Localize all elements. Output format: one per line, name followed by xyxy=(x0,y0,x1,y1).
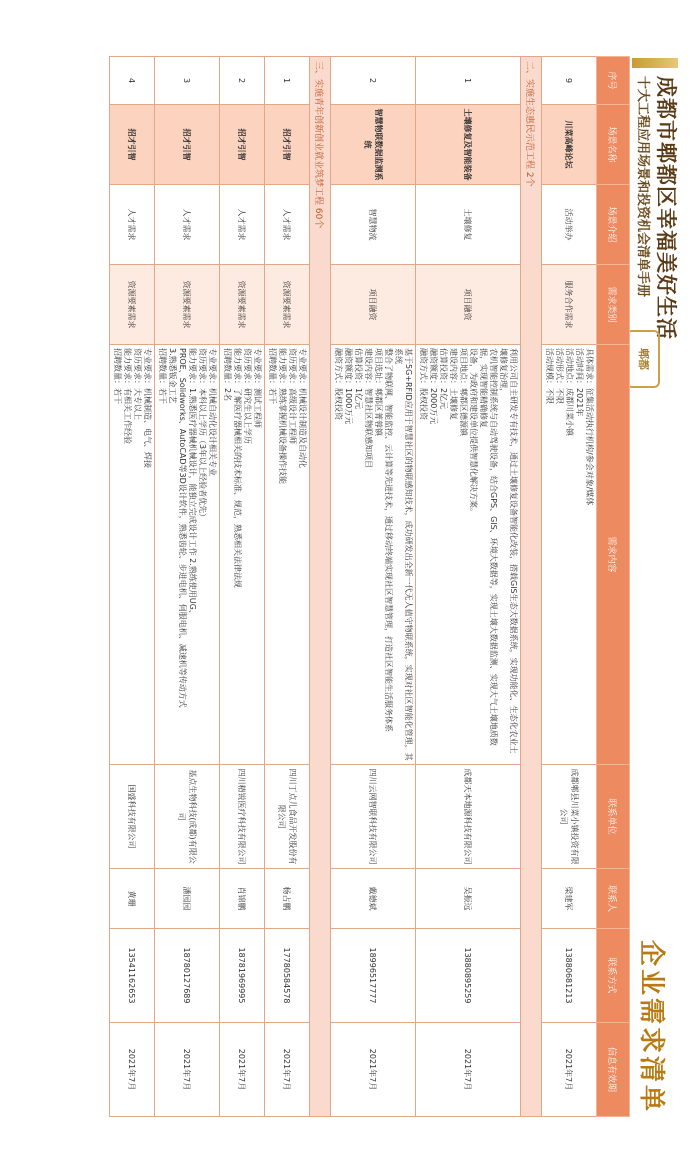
content-line: 招聘数量：若干 xyxy=(268,348,277,404)
content-line: 资历要求：高级设计工程师 xyxy=(288,348,297,444)
contact-unit: 四川丁点儿食品开发股份有限公司 xyxy=(265,765,310,869)
table-row xyxy=(542,57,597,1117)
content-line: 资历要求：研究生以上学历 xyxy=(243,348,252,444)
pidu-logo: 郫都 xyxy=(626,330,660,388)
content-line: 专业要求：机械设计制造及自动化 xyxy=(298,348,307,468)
table-row xyxy=(265,57,310,1117)
row-number: 2 xyxy=(220,57,265,105)
contact-phone: 13880895259 xyxy=(416,929,521,1023)
scene-intro: 人才需求 xyxy=(220,185,265,265)
content-line: 农机智能控制系统与自动驾驶设备，结合GPS、GIS、环境大数据等，实现土壤大数据监测、实现大气土壤地质数据，实现智能精确修复 xyxy=(479,348,498,746)
validity-period: 2021年7月 xyxy=(416,1023,521,1117)
content-line: 融资方式：股权投资 xyxy=(419,348,428,420)
scene-intro: 人才需求 xyxy=(110,185,155,265)
demand-category: 项目融资 xyxy=(416,265,521,345)
page-subtitle: 十大工程应用场景和投资机会清单手册 xyxy=(635,76,650,298)
demand-content xyxy=(220,345,265,765)
content-line: 利用公司自主研发专有技术，通过土壤修复设备智能化改装，搭载GIS生态大数据系统，实现功能化、生态化农业土壤修复治理， xyxy=(499,348,518,754)
content-line: 估算投资：1亿元 xyxy=(354,348,363,410)
content-line: 活动规模：不限 xyxy=(545,348,554,404)
table-row xyxy=(110,57,155,1117)
table-row xyxy=(331,57,416,1117)
content-line: 融资方式：股权投资 xyxy=(334,348,343,420)
demand-content xyxy=(542,345,597,765)
scene-intro: 土壤修复 xyxy=(416,185,521,265)
section-title: 二、实施生态惠民示范工程 2个 xyxy=(521,57,542,1117)
column-header: 信息有效期 xyxy=(597,1023,630,1117)
contact-person: 潘园园 xyxy=(155,869,220,929)
column-header: 联系方式 xyxy=(597,929,630,1023)
content-line: 能力要求：1.熟悉医疗器械机械设计，能独立完成设计工作 2.熟练使用UG、 xyxy=(188,348,197,618)
scene-name: 招才引智 xyxy=(265,105,310,185)
contact-unit: 基点生物科技(成都)有限公司 xyxy=(155,765,220,869)
content-line: 资历要求：大专以上 xyxy=(133,348,142,420)
scene-intro: 人才需求 xyxy=(265,185,310,265)
contact-person: 戴德斌 xyxy=(331,869,416,929)
content-line: 招聘数量：若干 xyxy=(158,348,167,404)
contact-person: 杨占鹏 xyxy=(265,869,310,929)
section-row xyxy=(310,57,331,1117)
content-line: 融资额度：2000万元 xyxy=(429,348,438,425)
scene-name: 招才引智 xyxy=(155,105,220,185)
contact-unit: 成都天本地源科技有限公司 xyxy=(416,765,521,869)
content-line: 项目地点：郫都区德源镇 xyxy=(459,348,468,436)
contact-phone: 13541162653 xyxy=(110,929,155,1023)
validity-period: 2021年7月 xyxy=(155,1023,220,1117)
contact-person: 吴振远 xyxy=(416,869,521,929)
content-line: 具体需求：征集活动执行机构/参会对象/媒体 xyxy=(585,348,594,506)
content-line: 能力要求：了解医疗器械相关的技术标准、规范，熟悉相关法律法规 xyxy=(233,348,242,588)
content-line: 能力要求：有相关工作经验 xyxy=(123,348,132,444)
gold-accent-bar xyxy=(632,58,678,68)
scene-name: 川菜高峰论坛 xyxy=(542,105,597,185)
content-line: PROE、Solidworks、AutoCAD等3D设计软件，熟悉齿轮、步进电机、伺服电机、减速机等传动方式 xyxy=(178,348,187,708)
scene-name: 招才引智 xyxy=(220,105,265,185)
content-line: 估算投资：2亿元 xyxy=(439,348,448,410)
validity-period: 2021年7月 xyxy=(542,1023,597,1117)
validity-period: 2021年7月 xyxy=(331,1023,416,1117)
demand-content xyxy=(331,345,416,765)
contact-person: 肖锦鹏 xyxy=(220,869,265,929)
content-line: 建设内容：智慧社区物联感知项目 xyxy=(364,348,373,468)
content-line: 专业要求：机械制造、电气、焊接 xyxy=(143,348,152,468)
content-line: 专业要求：机械自动化设计相关专业 xyxy=(208,348,217,476)
column-header: 联系人 xyxy=(597,869,630,929)
demand-category: 资源要素需求 xyxy=(265,265,310,345)
demand-category: 服务合作需求 xyxy=(542,265,597,345)
table-row xyxy=(155,57,220,1117)
demand-content xyxy=(416,345,521,765)
page-title: 成都市郫都区幸福美好生活 xyxy=(654,76,678,340)
contact-phone: 13880681213 xyxy=(542,929,597,1023)
content-line: 3.熟悉钣金工艺 xyxy=(168,348,177,404)
demand-content xyxy=(265,345,310,765)
section-row xyxy=(521,57,542,1117)
scene-name: 土壤修复及智能装备 xyxy=(416,105,521,185)
column-header: 需求类别 xyxy=(597,265,630,345)
contact-unit: 四川云网智联科技有限公司 xyxy=(331,765,416,869)
content-line: 设备，为政府和建设单位提供智慧化解决方案。 xyxy=(469,348,478,516)
content-line: 招聘数量：若干 xyxy=(113,348,122,404)
scene-intro: 人才需求 xyxy=(155,185,220,265)
contact-unit: 四川精锐医疗科技有限公司 xyxy=(220,765,265,869)
table-body xyxy=(110,57,597,1117)
content-line: 融资额度：1000万元 xyxy=(344,348,353,425)
demand-table xyxy=(109,56,630,1117)
contact-phone: 18996517777 xyxy=(331,929,416,1023)
content-line: 建设内容：土壤修复 xyxy=(449,348,458,420)
row-number: 2 xyxy=(331,57,416,105)
demand-content xyxy=(110,345,155,765)
row-number: 1 xyxy=(265,57,310,105)
contact-phone: 17780584578 xyxy=(265,929,310,1023)
row-number: 1 xyxy=(416,57,521,105)
row-number: 9 xyxy=(542,57,597,105)
column-header: 序号 xyxy=(597,57,630,105)
row-number: 4 xyxy=(110,57,155,105)
scene-intro: 活动举办 xyxy=(542,185,597,265)
table-row xyxy=(220,57,265,1117)
contact-person: 梁建军 xyxy=(542,869,597,929)
content-line: 活动时间：2021年 xyxy=(575,348,584,417)
demand-category: 项目融资 xyxy=(331,265,416,345)
demand-content xyxy=(155,345,220,765)
validity-period: 2021年7月 xyxy=(265,1023,310,1117)
table-row xyxy=(416,57,521,1117)
contact-phone: 18781969995 xyxy=(220,929,265,1023)
contact-unit: 成都郫县川菜小镇投资有限公司 xyxy=(542,765,597,869)
column-header: 需求内容 xyxy=(597,345,630,765)
content-line: 能力要求：熟练掌握机械设备操作技能 xyxy=(278,348,287,484)
content-line: 活动地点：成都川菜小镇 xyxy=(565,348,574,436)
validity-period: 2021年7月 xyxy=(220,1023,265,1117)
contact-unit: 国盛科技有限公司 xyxy=(110,765,155,869)
content-line: 整合了物联网、智能监控、云计算等先进技术，通过移动终端实现社区智慧管理，打造社区智能生活服务体系 xyxy=(384,348,393,732)
contact-phone: 18780127689 xyxy=(155,929,220,1023)
column-header: 联系单位 xyxy=(597,765,630,869)
demand-category: 资源要素需求 xyxy=(155,265,220,345)
content-line: 招聘数量：2名 xyxy=(223,348,232,402)
content-line: 基于5G+RFID应用于智慧社区的物联感知技术，成功研发出全新一代无人值守物联系统，实现对社区智能化管理，其系统 xyxy=(394,348,413,761)
section-title: 三、实施青年创新创业就业筑梦工程 60个 xyxy=(310,57,331,1117)
column-header: 场景介绍 xyxy=(597,185,630,265)
scene-name: 招才引智 xyxy=(110,105,155,185)
scene-name: 智慧物联数据监测系统 xyxy=(331,105,416,185)
content-line: 专业要求：测试工程师 xyxy=(253,348,262,428)
scene-intro: 智慧物流 xyxy=(331,185,416,265)
content-line: 资历要求：本科以上学历（3年以上经验者优先） xyxy=(198,348,207,522)
demand-category: 资源要素需求 xyxy=(110,265,155,345)
row-number: 3 xyxy=(155,57,220,105)
section-badge: 企业需求清单 xyxy=(636,940,666,1115)
demand-category: 资源要素需求 xyxy=(220,265,265,345)
column-header: 场景名称 xyxy=(597,105,630,185)
validity-period: 2021年7月 xyxy=(110,1023,155,1117)
content-line: 活动形式：不限 xyxy=(555,348,564,404)
content-line: 项目选址：郫都区菁蓉镇 xyxy=(374,348,383,436)
contact-person: 黄珊 xyxy=(110,869,155,929)
table-header-row xyxy=(597,57,630,1117)
